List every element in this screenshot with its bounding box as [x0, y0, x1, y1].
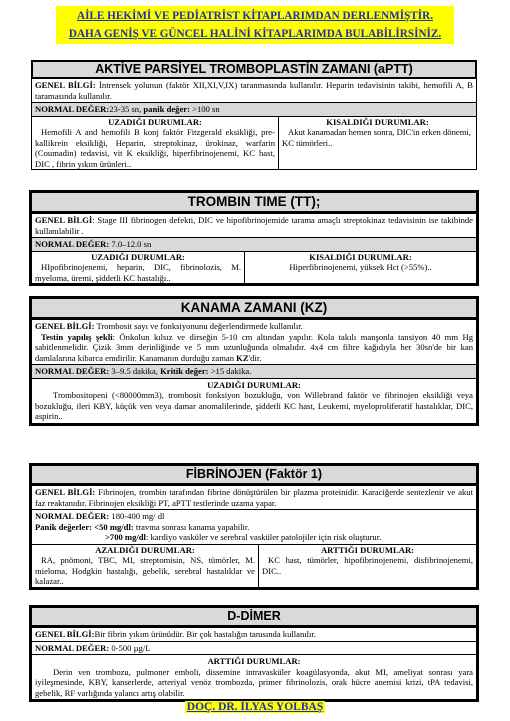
fib-panic2 — [35, 532, 473, 542]
kz-body — [29, 320, 479, 425]
kz-method — [35, 332, 473, 363]
author-name: DOÇ. DR. İLYAS YOLBAŞ — [186, 701, 324, 713]
fib-low-head: AZALDIĞI DURUMLAR: — [95, 544, 195, 555]
kz-method-tail: 'dir. — [248, 352, 262, 363]
ddimer-body — [29, 628, 479, 702]
aptt-short-col — [278, 117, 476, 169]
tt-normal-value: 7.0–12.0 sn — [109, 239, 152, 250]
tt-long-head: UZADIĞI DURUMLAR: — [91, 251, 185, 262]
tt-long-col — [32, 252, 244, 283]
fib-panic2-label: >700 mg/dl — [105, 532, 146, 543]
ddimer-normal-label: NORMAL DEĞER: — [35, 642, 110, 653]
fib-normal-value: 180-400 mg/ dl — [109, 511, 165, 522]
tt-short-col — [244, 252, 476, 283]
kz-long — [32, 378, 476, 423]
aptt-normal-label: NORMAL DEĞER: — [35, 104, 110, 115]
fib-body — [29, 486, 479, 589]
aptt-body — [31, 79, 477, 170]
ddimer-section — [29, 605, 479, 702]
tt-title: TROMBIN TIME (TT); — [29, 190, 479, 214]
header-banner — [56, 6, 454, 44]
ddimer-high — [32, 654, 476, 699]
tt-section — [29, 190, 479, 286]
kz-critical-label: Kritik değer: — [160, 366, 209, 377]
aptt-normal — [32, 102, 476, 115]
tt-short-head: KISALDIĞI DURUMLAR: — [309, 251, 412, 262]
aptt-general-label: GENEL BİLGİ: — [35, 80, 96, 91]
header-line-2: DAHA GENİŞ VE GÜNCEL HALİNİ KİTAPLARIMDA BULABİLİRSİNİZ. — [68, 28, 442, 40]
header-line-1: AİLE HEKİMİ VE PEDİATRİST KİTAPLARIMDAN DERLENMİŞTİR. — [77, 10, 433, 22]
tt-normal — [32, 237, 476, 250]
fib-normal-label: NORMAL DEĞER: — [35, 511, 110, 522]
aptt-short-head: KISALDIĞI DURUMLAR: — [326, 116, 429, 127]
aptt-panic-label: panik değer: — [141, 104, 190, 115]
kz-section — [29, 296, 479, 426]
tt-general — [32, 214, 476, 237]
fib-normal — [35, 511, 473, 521]
fib-high-col — [258, 545, 476, 587]
fib-panic-text: travma sonrası kanama yapabilir. — [133, 521, 250, 532]
tt-columns — [32, 251, 476, 283]
kz-general-line — [35, 321, 473, 331]
fib-low-text: RA, pnömoni, TBC, MI, streptomisin, NS, tümörler, M. mieloma, Hodgkin hastalığı, gebelik, serebral hastalıklar ve kalazar.. — [35, 555, 255, 587]
tt-general-label: GENEL BİLGİ — [35, 215, 93, 226]
fib-low-col — [32, 545, 258, 587]
fib-panic2-text: : kardiyo vasküler ve serebral vasküler patolojiler için risk oluşturur. — [145, 532, 382, 543]
tt-general-text: : Stage III fibrinogen defekti, DIC ve hipofibrinojemide tarama amaçlı streptokinaz tedavisinin ise takibinde kullanılabilir . — [35, 215, 473, 236]
aptt-long-head: UZADIĞI DURUMLAR: — [108, 116, 202, 127]
ddimer-general-text: Bir fibrin yıkım ürünüdür. Bir çok hastalığın tanısında kullanılır. — [94, 629, 316, 640]
ddimer-general — [32, 628, 476, 640]
ddimer-high-head: ARTTIĞI DURUMLAR: — [207, 656, 301, 667]
aptt-normal-value: 23-35 sn, — [109, 104, 142, 115]
tt-body — [29, 214, 479, 286]
kz-normal-value: 3–9.5 dakika, — [109, 366, 161, 377]
kz-general-text: Trombosit sayı ve fonksiyonunu değerlendirmede kullanılır. — [94, 321, 303, 332]
aptt-general — [32, 79, 476, 102]
aptt-columns — [32, 116, 476, 169]
fib-high-head: ARTTIĞI DURUMLAR: — [320, 544, 415, 555]
ddimer-title: D-DİMER — [29, 605, 479, 628]
footer — [0, 700, 510, 714]
fib-panic-label: Panik değerler: <50 mg/dl: — [35, 521, 134, 532]
ddimer-normal — [32, 641, 476, 654]
ddimer-general-label: GENEL BİLGİ: — [35, 629, 95, 640]
kz-normal-label: NORMAL DEĞER: — [35, 366, 110, 377]
kz-general-label: GENEL BİLGİ: — [35, 321, 95, 332]
fib-panic — [35, 522, 473, 532]
kz-general — [32, 320, 476, 364]
aptt-long-col — [32, 117, 278, 169]
fib-general-text: Fibrinojen, trombin tarafından fibrine dönüştürülen bir plazma proteinidir. Karaciğerde sentezlenir ve akut faz reaktanıdır. Fibrinojen eksikliği PT, aPTT testlerinde uzama yapar. — [35, 487, 473, 508]
kz-normal — [32, 364, 476, 377]
fib-title: FİBRİNOJEN (Faktör 1) — [29, 463, 479, 486]
kz-critical-value: >15 dakika. — [208, 366, 252, 377]
tt-normal-label: NORMAL DEĞER: — [35, 239, 110, 250]
kz-title: KANAMA ZAMANI (KZ) — [29, 296, 479, 320]
fib-high-text: KC hast, tümörler, hipofibrinojenemi, disfibrinojenemi, DIC.. — [262, 555, 473, 576]
fib-columns — [32, 544, 476, 587]
fib-values — [32, 509, 476, 543]
aptt-short-text: Akut kanamadan hemen sonra, DIC'in erken dönemi, KC tümörleri.. — [282, 127, 471, 148]
kz-method-label: Testin yapılış şekli — [41, 331, 113, 342]
aptt-panic-value: >100 sn — [189, 104, 220, 115]
fib-section — [29, 463, 479, 590]
aptt-title: AKTİVE PARSİYEL TROMBOPLASTİN ZAMANI (aPTT) — [31, 60, 477, 79]
aptt-section — [31, 60, 477, 170]
kz-long-text: Trombositopeni (<80000mm3), trombosit fonksiyon bozukluğu, von Willebrand faktör ve fibrinojen eksikliği veya bozukluğu, ileri KBY, küçük ven veya damar anomalilerinde, şiddetli KC hast, Leukemi, myeloproliferatif hastalıklar, DIC, aspirin.. — [35, 390, 473, 422]
fib-general-label: GENEL BİLGİ: — [35, 487, 96, 498]
aptt-general-text: İntrensek yolunun (faktör XII,XI,V,IX) taranmasında kullanılır. Heparin tedavisinin takibi, hemofili A, B taramasında kullanılır. — [35, 80, 473, 101]
kz-long-head: UZADIĞI DURUMLAR: — [207, 379, 301, 390]
tt-long-text: HIpofibrinojenemi, heparin, DIC, fibrinolozis, M. myeloma, üremi, şiddetli KC hastalığı.. — [35, 262, 241, 283]
fib-general — [32, 486, 476, 509]
ddimer-normal-value: 0-500 µg/L — [109, 642, 151, 653]
kz-method-end: KZ — [236, 352, 249, 363]
tt-short-text: Hiperfibrinojenemi, yüksek Hct (>55%).. — [289, 262, 432, 273]
ddimer-high-text: Derin ven trombozu, pulmoner emboli, dissemine intravasküler koagülasyonda, akut MI, ameliyat sonrası yara iyileşmesinde, KBY, kanserlerde, arteriyal venöz trombozda, primer fibrinolozis, orak hücre anemisi krizi, tPA tedavisi, gebelik, RF varlığında yalancı artış olabilir. — [35, 666, 473, 698]
kz-method-text: : Önkolun kılsız ve dirseğin 5-10 cm altından yapılır. Kola takılı manşonla tansiyon 40 mm Hg sabitlenmelidir. Çizik 3mm derinliğinde ve 5 mm uzunluğunda olmalıdır. 4x4 cm filtre kağıdıyla her 30sn'de bir kan damlalarına kibarca emdirilir. Kanamanın durduğu zaman — [35, 331, 473, 363]
aptt-long-text: Hemofili A and hemofili B konj faktör Fitzgerald eksikliği, pre-kallikrein eksikliği, Heparin, streptokinaz, ürokinaz, warfarin (Coumadin) tedavisi, vit K eksikliği, hiperfibrinojenemi, KC hast, DIC , fibrin yıkım ürünleri.. — [35, 127, 275, 169]
